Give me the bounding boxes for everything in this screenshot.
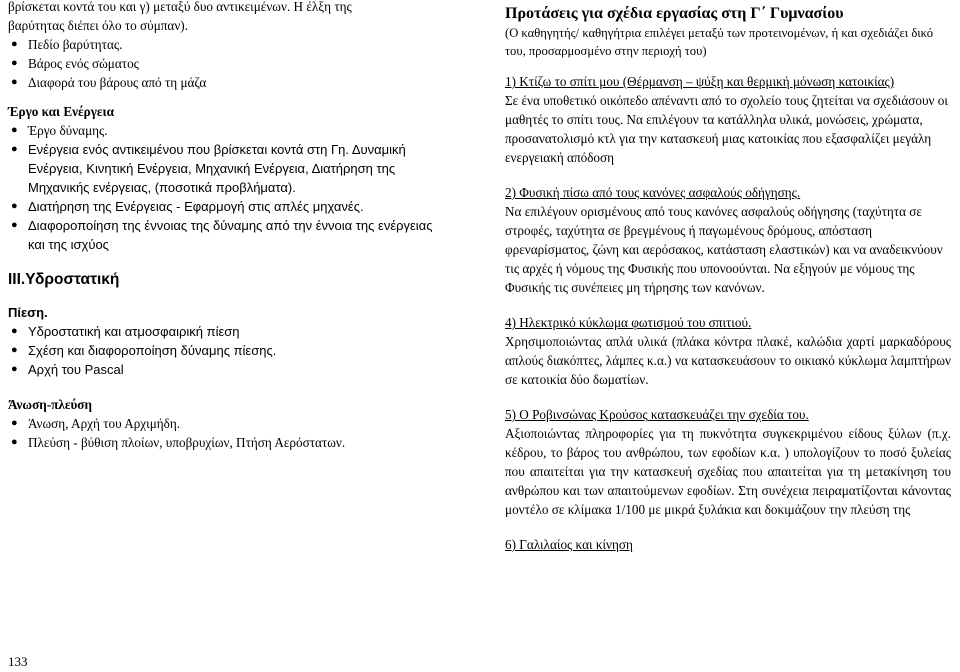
bullet-icon: ●	[11, 363, 18, 375]
list-item: ● Έργο δύναμης.	[11, 123, 108, 138]
project-1-body: Σε ένα υποθετικό οικόπεδο απέναντι από το σχολείο τους ζητείται να σχεδιάσουν οι μαθητές το σπίτι τους. Να επιλέγουν τα κατάλληλα υλικά, μονώσεις, χρώματα, προσανατολισμό κτλ για την κατασκευή μιας κατοικίας που εξασφαλίζει μεγάλη ενεργειακή απόδοση	[505, 93, 948, 165]
gravity-list	[8, 35, 448, 92]
intro-line: βαρύτητας διέπει όλο το σύμπαν).	[8, 18, 188, 33]
list-item: ● Αρχή του Pascal	[11, 362, 124, 377]
page-title: Προτάσεις για σχέδια εργασίας στη Γ΄ Γυμνασίου	[505, 5, 844, 22]
bullet-icon: ●	[11, 325, 18, 337]
bullet-icon: ●	[11, 143, 18, 155]
project-6-heading: 6) Γαλιλαίος και κίνηση	[505, 537, 633, 552]
list-item: ● Ενέργεια ενός αντικειμένου που βρίσκεται κοντά στη Γη. Δυναμική Ενέργεια, Κινητική Ενέργεια, Μηχανική Ενέργεια, Διατήρηση της Μηχανικής ενέργειας, (ποσοτικά προβλήματα).	[11, 142, 406, 195]
work-energy-list	[8, 121, 448, 254]
buoyancy-heading: Άνωση-πλεύση	[8, 397, 92, 412]
pressure-list	[8, 322, 448, 379]
list-item: ● Πλεύση - βύθιση πλοίων, υποβρυχίων, Πτήση Αερόστατων.	[11, 435, 346, 450]
page-number: 133	[8, 654, 28, 669]
bullet-icon: ●	[11, 417, 18, 429]
project-4-heading: 4) Ηλεκτρικό κύκλωμα φωτισμού του σπιτιού.	[505, 315, 752, 330]
work-energy-heading: Έργο και Ενέργεια	[8, 104, 114, 119]
list-item: ● Διαφορά του βάρους από τη μάζα	[11, 75, 207, 90]
bullet-icon: ●	[11, 76, 18, 88]
list-item: ● Πεδίο βαρύτητας.	[11, 37, 123, 52]
list-item: ● Άνωση, Αρχή του Αρχιμήδη.	[11, 416, 181, 431]
project-1-heading: 1) Κτίζω το σπίτι μου (Θέρμανση – ψύξη και θερμική μόνωση κατοικίας)	[505, 74, 895, 89]
bullet-icon: ●	[11, 200, 18, 212]
list-item: ● Διατήρηση της Ενέργειας - Εφαρμογή στις απλές μηχανές.	[11, 199, 364, 214]
right-column	[505, 0, 951, 554]
bullet-icon: ●	[11, 344, 18, 356]
bullet-icon: ●	[11, 57, 18, 69]
project-5-heading: 5) Ο Ροβινσώνας Κρούσος	[505, 407, 648, 422]
intro-line: βρίσκεται κοντά του και γ) μεταξύ δυο αντικειμένων. Η έλξη της	[8, 0, 352, 14]
project-4-body: Χρησιμοποιώντας απλά υλικά (πλάκα κόντρα πλακέ, καλώδια χαρτί μαρκαδόρους απλούς διακόπτες, λάμπες κ.α.) να κατασκευάσουν το οικιακό κύκλωμα λαμπτήρων σε κατοικία δύο δωματίων.	[505, 334, 951, 387]
list-item: ● Υδροστατική και ατμοσφαιρική πίεση	[11, 324, 240, 339]
left-column	[8, 0, 448, 452]
list-item: ● Σχέση και διαφοροποίηση δύναμης πίεσης.	[11, 343, 277, 358]
project-5-heading-rest: κατασκευάζει την σχεδία του.	[647, 407, 809, 422]
project-2-body: Να επιλέγουν ορισμένους από τους κανόνες ασφαλούς οδήγησης (ταχύτητα σε στροφές, ταχύτητα σε βρεγμένους ή παγωμένους δρόμους, απόσταση φρεναρίσματος, ζώνη και αερόσακος, κατάσταση ελαστικών) και να αναδεικνύουν τις αρχές ή νόμους της Φυσικής που υπονοούνται. Να εξηγούν με νόμους της Φυσικής τις συνέπειες μη τήρησης των κανόνων.	[505, 204, 943, 295]
hydrostatics-heading: ΙΙΙ.Υδροστατική	[8, 271, 120, 288]
list-item: ● Βάρος ενός σώματος	[11, 56, 139, 71]
bullet-icon: ●	[11, 38, 18, 50]
bullet-icon: ●	[11, 219, 18, 231]
bullet-icon: ●	[11, 436, 18, 448]
buoyancy-list	[8, 414, 448, 452]
bullet-icon: ●	[11, 124, 18, 136]
project-5-body: Αξιοποιώντας πληροφορίες για τη πυκνότητα συγκεκριμένου είδους ξύλων (π.χ. κέδρου, το βάρος του ανθρώπου, των εφοδίων κ.α. ) υπολογίζουν το ποσό ξυλείας που απαιτείται για την κατασκευή σχεδίας που απαιτείται για τη μετακίνηση του ανθρώπου και των απαιτούμενων εφοδίων. Στη συνέχεια πειραματίζονται κάνοντας μοντέλο σε κλίμακα 1/100 με μικρά ξυλάκια και δοκιμάζουν την πλεύση της	[505, 426, 951, 517]
subtitle: (Ο καθηγητής/ καθηγήτρια επιλέγει μεταξύ των προτεινομένων, ή και σχεδιάζει δικό του, προσαρμοσμένο στην περιοχή του)	[505, 26, 934, 58]
project-2-heading: 2) Φυσική πίσω από τους κανόνες ασφαλούς οδήγησης.	[505, 185, 801, 200]
list-item: ● Διαφοροποίηση της έννοιας της δύναμης από την έννοια της ενέργειας και της ισχύος	[11, 218, 433, 252]
pressure-heading: Πίεση.	[8, 305, 48, 320]
project-5-heading-line	[505, 405, 951, 424]
